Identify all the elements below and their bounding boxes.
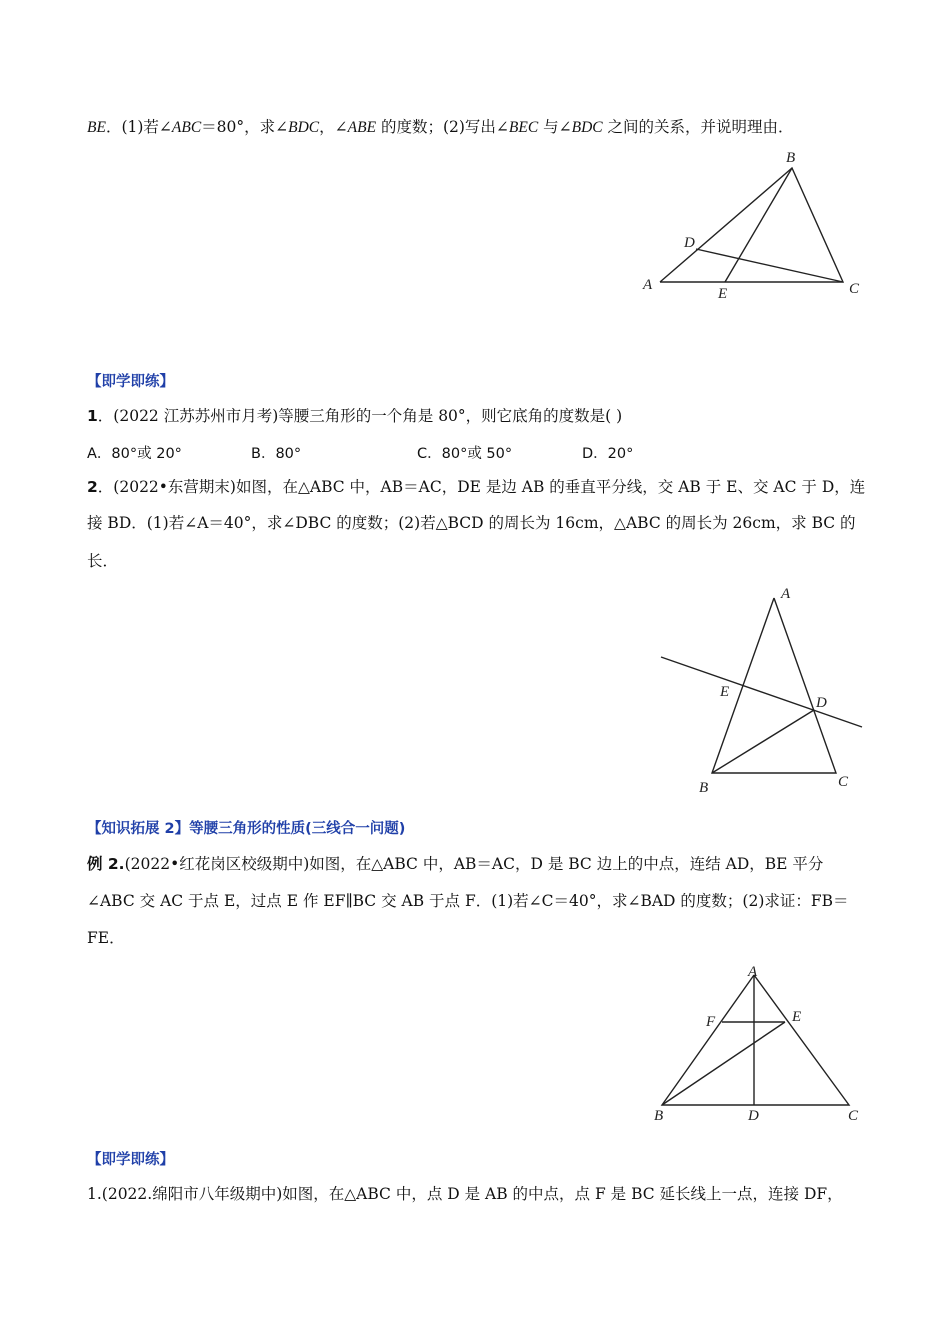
triangle-abc bbox=[660, 168, 843, 282]
triangle-abc bbox=[712, 598, 836, 773]
problem-text-line bbox=[87, 117, 794, 138]
label-c: C bbox=[838, 774, 849, 790]
text-fragment: 的度数；(2)写出∠ bbox=[376, 118, 509, 136]
math-term: BEC bbox=[508, 119, 539, 136]
question-number: 1 bbox=[87, 407, 98, 425]
question-2-line-1 bbox=[87, 477, 865, 497]
label-e: E bbox=[720, 684, 730, 700]
label-d: D bbox=[816, 695, 827, 711]
label-e: E bbox=[718, 286, 728, 302]
text-fragment: 与∠ bbox=[538, 118, 572, 136]
bisector-be bbox=[662, 1022, 785, 1105]
label-c: C bbox=[849, 281, 860, 297]
math-term: BDC bbox=[571, 119, 603, 136]
question-2-line-3: 长． bbox=[87, 552, 119, 570]
question-number: 2 bbox=[87, 478, 98, 496]
figure-triangle-3 bbox=[645, 960, 875, 1130]
option-c: C．80°或 50° bbox=[417, 446, 513, 462]
text-fragment: 之间的关系，并说明理由． bbox=[602, 118, 794, 136]
section-heading: 【即学即练】 bbox=[87, 374, 174, 390]
question-text: ．(2022•东营期末)如图，在△ABC 中，AB＝AC，DE 是边 AB 的垂直平分线，交 AB 于 E、交 AC 于 D，连 bbox=[97, 478, 866, 496]
example-2-line-1 bbox=[87, 854, 823, 874]
question-1 bbox=[87, 406, 622, 426]
figure-triangle-1 bbox=[630, 145, 870, 305]
label-b: B bbox=[786, 150, 796, 166]
perpendicular-bisector-line bbox=[661, 657, 862, 727]
math-term: BE bbox=[87, 119, 106, 136]
example-number: 例 2. bbox=[87, 855, 125, 873]
question-text: ．(2022 江苏苏州市月考)等腰三角形的一个角是 80°，则它底角的度数是( ) bbox=[97, 407, 623, 425]
example-2-line-3: FE． bbox=[87, 929, 125, 947]
segment-bd bbox=[712, 710, 814, 773]
option-a: A．80°或 20° bbox=[87, 446, 182, 462]
figure-triangle-2 bbox=[650, 580, 870, 800]
section-heading: 【知识拓展 2】等腰三角形的性质(三线合一问题) bbox=[87, 821, 406, 837]
option-b: B．80° bbox=[251, 446, 302, 462]
option-d: D．20° bbox=[582, 446, 634, 462]
math-term: ABE bbox=[347, 119, 377, 136]
text-fragment: ＝80°，求∠ bbox=[201, 118, 289, 136]
math-term: BDC bbox=[288, 119, 320, 136]
label-b: B bbox=[699, 780, 709, 796]
label-a: A bbox=[643, 277, 653, 293]
segment-dc bbox=[696, 249, 843, 282]
section-heading: 【即学即练】 bbox=[87, 1152, 174, 1168]
segment-be bbox=[725, 168, 792, 282]
question-2-line-2: 接 BD．(1)若∠A＝40°，求∠DBC 的度数；(2)若△BCD 的周长为 16cm，△ABC 的周长为 26cm，求 BC 的 bbox=[87, 514, 856, 532]
label-d: D bbox=[684, 235, 695, 251]
example-2-line-2: ∠ABC 交 AC 于点 E，过点 E 作 EF∥BC 交 AB 于点 F．(1)若∠C＝40°，求∠BAD 的度数；(2)求证：FB＝ bbox=[87, 892, 849, 910]
label-b: B bbox=[654, 1108, 664, 1124]
label-c: C bbox=[848, 1108, 859, 1124]
label-d: D bbox=[748, 1108, 759, 1124]
label-e: E bbox=[792, 1009, 802, 1025]
example-text: (2022•红花岗区校级期中)如图，在△ABC 中，AB＝AC，D 是 BC 边上的中点，连结 AD，BE 平分 bbox=[124, 855, 824, 873]
label-f: F bbox=[706, 1014, 716, 1030]
text-fragment: ，∠ bbox=[319, 118, 348, 136]
label-a: A bbox=[748, 964, 758, 980]
question-3-line-1: 1.(2022.绵阳市八年级期中)如图，在△ABC 中，点 D 是 AB 的中点，点 F 是 BC 延长线上一点，连接 DF， bbox=[87, 1185, 843, 1203]
math-term: ABC bbox=[171, 119, 202, 136]
label-a: A bbox=[781, 586, 791, 602]
text-fragment: ．(1)若∠ bbox=[105, 118, 172, 136]
